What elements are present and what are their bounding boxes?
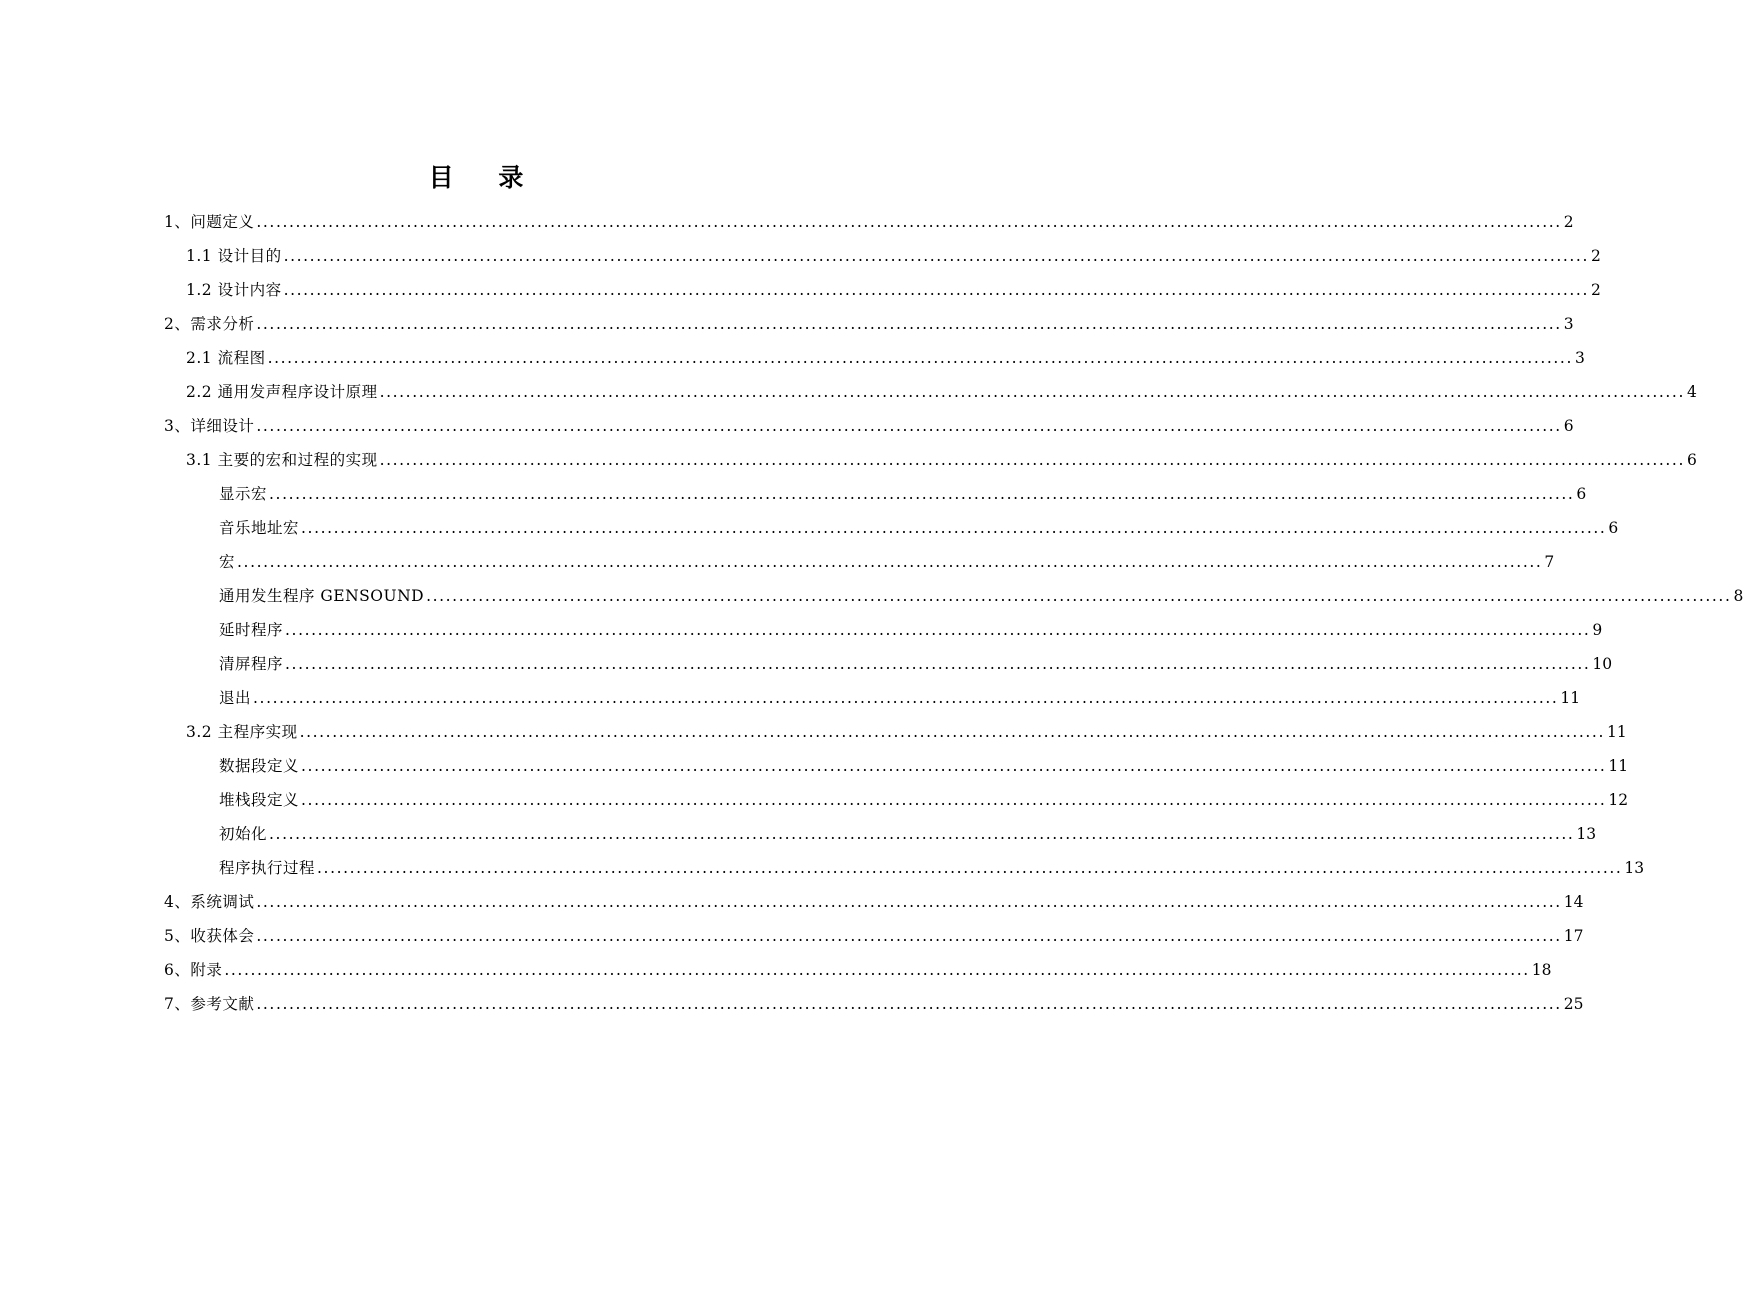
toc-entry-page-number: 13	[1624, 859, 1645, 877]
toc-dot-leader: ........................................................................................................................................................................................................	[379, 451, 1685, 469]
toc-entry-page-number: 10	[1592, 655, 1613, 673]
toc-entry-line	[164, 414, 1574, 436]
toc-entry[interactable]	[0, 306, 1574, 340]
toc-entry-line	[219, 482, 1587, 504]
toc-entry-line	[186, 278, 1601, 300]
toc-dot-leader: ........................................................................................................................................................................................................	[224, 961, 1530, 979]
toc-dot-leader: ........................................................................................................................................................................................................	[237, 553, 1543, 571]
toc-dot-leader: ........................................................................................................................................................................................................	[283, 247, 1589, 265]
toc-entry-page-number: 6	[1686, 451, 1697, 469]
toc-entry-line	[219, 754, 1629, 776]
toc-entry-page-number: 7	[1544, 553, 1555, 571]
toc-dot-leader: ........................................................................................................................................................................................................	[317, 859, 1623, 877]
toc-dot-leader: ........................................................................................................................................................................................................	[253, 689, 1559, 707]
toc-dot-leader: ........................................................................................................................................................................................................	[426, 587, 1732, 605]
toc-entry-label: 通用发生程序 GENSOUND	[219, 587, 425, 605]
toc-entry-line	[164, 312, 1574, 334]
toc-dot-leader: ........................................................................................................................................................................................................	[285, 655, 1591, 673]
toc-entry-line	[219, 584, 1743, 606]
toc-entry[interactable]	[0, 204, 1574, 238]
toc-entry[interactable]	[0, 782, 1629, 816]
toc-dot-leader: ........................................................................................................................................................................................................	[256, 893, 1562, 911]
toc-entry[interactable]	[0, 408, 1574, 442]
toc-entry-label: 3、详细设计	[164, 417, 255, 435]
toc-dot-leader: ........................................................................................................................................................................................................	[256, 995, 1562, 1013]
toc-entry[interactable]	[0, 952, 1552, 986]
toc-entry-label: 4、系统调试	[164, 893, 255, 911]
toc-entry[interactable]	[0, 374, 1697, 408]
toc-entry-page-number: 13	[1576, 825, 1597, 843]
toc-entry-label: 退出	[219, 689, 252, 707]
toc-entry-label: 5、收获体会	[164, 927, 255, 945]
toc-entry[interactable]	[0, 918, 1584, 952]
toc-entry-page-number: 3	[1574, 349, 1585, 367]
toc-entry-label: 显示宏	[219, 485, 268, 503]
toc-entry-page-number: 17	[1563, 927, 1584, 945]
toc-dot-leader: ........................................................................................................................................................................................................	[256, 213, 1562, 231]
toc-dot-leader: ........................................................................................................................................................................................................	[269, 825, 1575, 843]
toc-entry-label: 6、附录	[164, 961, 223, 979]
toc-entry-page-number: 2	[1590, 247, 1601, 265]
toc-entry-page-number: 14	[1563, 893, 1584, 911]
toc-dot-leader: ........................................................................................................................................................................................................	[285, 621, 1591, 639]
toc-entry-line	[219, 550, 1555, 572]
toc-dot-leader: ........................................................................................................................................................................................................	[256, 315, 1562, 333]
toc-entry[interactable]	[0, 680, 1581, 714]
toc-entry-page-number: 9	[1592, 621, 1603, 639]
toc-entry[interactable]	[0, 646, 1613, 680]
toc-entry-page-number: 6	[1608, 519, 1619, 537]
toc-entry-line	[164, 924, 1584, 946]
toc-entry-page-number: 11	[1606, 723, 1627, 741]
toc-entry[interactable]	[0, 510, 1619, 544]
toc-entry-label: 程序执行过程	[219, 859, 316, 877]
toc-dot-leader: ........................................................................................................................................................................................................	[269, 485, 1575, 503]
toc-entry-label: 宏	[219, 553, 236, 571]
toc-entry[interactable]	[0, 850, 1645, 884]
toc-entry-line	[219, 856, 1645, 878]
toc-entry-page-number: 2	[1563, 213, 1574, 231]
toc-entry-page-number: 4	[1686, 383, 1697, 401]
toc-entry-label: 初始化	[219, 825, 268, 843]
toc-entry[interactable]	[0, 816, 1597, 850]
toc-entry-line	[219, 788, 1629, 810]
toc-entry-label: 清屏程序	[219, 655, 284, 673]
toc-dot-leader: ........................................................................................................................................................................................................	[267, 349, 1573, 367]
toc-dot-leader: ........................................................................................................................................................................................................	[256, 417, 1562, 435]
toc-entry-page-number: 12	[1608, 791, 1629, 809]
toc-entry-page-number: 11	[1608, 757, 1629, 775]
toc-entry-label: 2.2 通用发声程序设计原理	[186, 383, 378, 401]
toc-entry-line	[186, 244, 1601, 266]
toc-title: 目 录	[428, 163, 542, 192]
toc-entry[interactable]	[0, 476, 1587, 510]
toc-dot-leader: ........................................................................................................................................................................................................	[256, 927, 1562, 945]
toc-entry-page-number: 8	[1733, 587, 1743, 605]
toc-entry-line	[186, 346, 1585, 368]
toc-entry-label: 数据段定义	[219, 757, 300, 775]
toc-dot-leader: ........................................................................................................................................................................................................	[379, 383, 1685, 401]
toc-entry-line	[186, 448, 1697, 470]
toc-entry-label: 音乐地址宏	[219, 519, 300, 537]
toc-entry-page-number: 2	[1590, 281, 1601, 299]
toc-entry-line	[164, 992, 1584, 1014]
toc-dot-leader: ........................................................................................................................................................................................................	[301, 519, 1607, 537]
toc-dot-leader: ........................................................................................................................................................................................................	[301, 757, 1607, 775]
toc-entry-page-number: 6	[1576, 485, 1587, 503]
toc-dot-leader: ........................................................................................................................................................................................................	[299, 723, 1605, 741]
toc-entry-page-number: 25	[1563, 995, 1584, 1013]
toc-entry-label: 1.2 设计内容	[186, 281, 282, 299]
toc-entry-line	[164, 210, 1574, 232]
table-of-contents	[0, 204, 1743, 1020]
toc-entry-page-number: 3	[1563, 315, 1574, 333]
toc-entry-line	[164, 890, 1584, 912]
toc-entry-page-number: 18	[1531, 961, 1552, 979]
toc-entry-label: 3.1 主要的宏和过程的实现	[186, 451, 378, 469]
toc-entry-label: 2、需求分析	[164, 315, 255, 333]
toc-entry-label: 堆栈段定义	[219, 791, 300, 809]
toc-dot-leader: ........................................................................................................................................................................................................	[301, 791, 1607, 809]
toc-entry[interactable]	[0, 986, 1584, 1020]
toc-entry[interactable]	[0, 238, 1601, 272]
toc-entry[interactable]	[0, 272, 1601, 306]
toc-entry-label: 1、问题定义	[164, 213, 255, 231]
toc-entry-line	[219, 516, 1619, 538]
toc-entry-label: 延时程序	[219, 621, 284, 639]
toc-entry-line	[186, 720, 1627, 742]
toc-entry[interactable]	[0, 340, 1585, 374]
toc-entry-label: 1.1 设计目的	[186, 247, 282, 265]
toc-entry-page-number: 6	[1563, 417, 1574, 435]
toc-entry-line	[219, 686, 1581, 708]
toc-entry[interactable]	[0, 714, 1627, 748]
toc-entry[interactable]	[0, 612, 1603, 646]
toc-entry[interactable]	[0, 442, 1697, 476]
toc-entry-line	[219, 822, 1597, 844]
toc-entry[interactable]	[0, 748, 1629, 782]
toc-entry-line	[219, 652, 1613, 674]
toc-entry-label: 7、参考文献	[164, 995, 255, 1013]
toc-entry-label: 2.1 流程图	[186, 349, 266, 367]
toc-entry-page-number: 11	[1560, 689, 1581, 707]
toc-entry-line	[219, 618, 1603, 640]
toc-entry-line	[164, 958, 1552, 980]
toc-dot-leader: ........................................................................................................................................................................................................	[283, 281, 1589, 299]
toc-entry-line	[186, 380, 1697, 402]
toc-entry-label: 3.2 主程序实现	[186, 723, 298, 741]
toc-entry[interactable]	[0, 578, 1743, 612]
toc-entry[interactable]	[0, 884, 1584, 918]
toc-entry[interactable]	[0, 544, 1555, 578]
